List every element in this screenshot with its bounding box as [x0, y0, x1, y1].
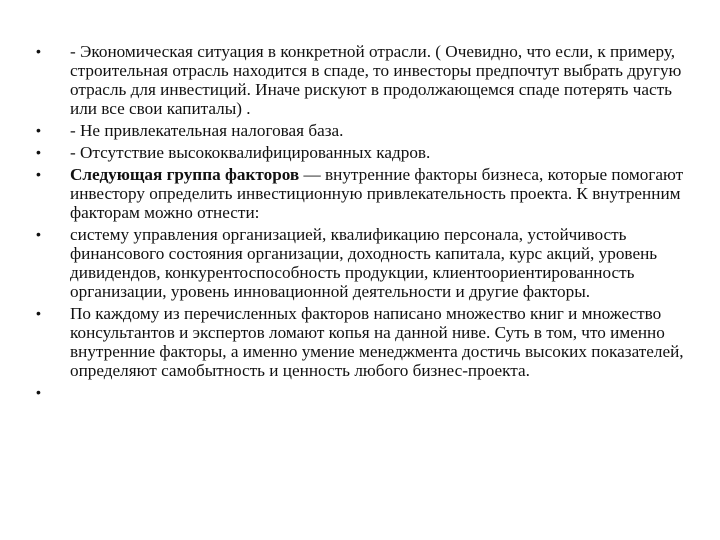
- bullet-text: - Отсутствие высококвалифицированных кадров.: [70, 143, 431, 162]
- bullet-list: [36, 42, 686, 400]
- bullet-dot-icon: •: [36, 43, 41, 59]
- bullet-item: [36, 165, 686, 222]
- bullet-dot-icon: •: [36, 226, 41, 242]
- bullet-dot-icon: •: [36, 305, 41, 321]
- bullet-dot-icon: •: [36, 166, 41, 182]
- bullet-bold-text: Следующая группа факторов: [70, 165, 300, 184]
- bullet-item: [36, 143, 686, 162]
- bullet-item: [36, 121, 686, 140]
- bullet-item: [36, 225, 686, 301]
- bullet-dot-icon: •: [36, 122, 41, 138]
- bullet-dot-icon: •: [36, 384, 41, 400]
- bullet-item: [36, 42, 686, 118]
- bullet-item: [36, 304, 686, 380]
- bullet-text: - Экономическая ситуация в конкретной отрасли. ( Очевидно, что если, к примеру, строительная отрасль находится в спаде, то инвесторы предпочтут выбрать другую отрасль для инвестиций. Иначе рискуют в продолжающемся спаде потерять часть или все свои капиталы) .: [70, 42, 682, 118]
- bullet-text: - Не привлекательная налоговая база.: [70, 121, 344, 140]
- bullet-text: По каждому из перечисленных факторов написано множество книг и множество консультантов и экспертов ломают копья на данной ниве. Суть в том, что именно внутренние факторы, а именно умение менеджмента достичь высоких показателей, определяют самобытность и ценность любого бизнес-проекта.: [70, 304, 684, 380]
- bullet-text: — внутренние факторы бизнеса, которые помогают инвестору определить инвестиционную привлекательность проекта. К внутренним факторам можно отнести:: [70, 165, 684, 222]
- bullet-dot-icon: •: [36, 144, 41, 160]
- bullet-text: систему управления организацией, квалификацию персонала, устойчивость финансового состояния организации, доходность капитала, курс акций, уровень дивидендов, конкурентоспособность продукции, клиентоориентированность организации, уровень инновационной деятельности и другие факторы.: [70, 225, 658, 301]
